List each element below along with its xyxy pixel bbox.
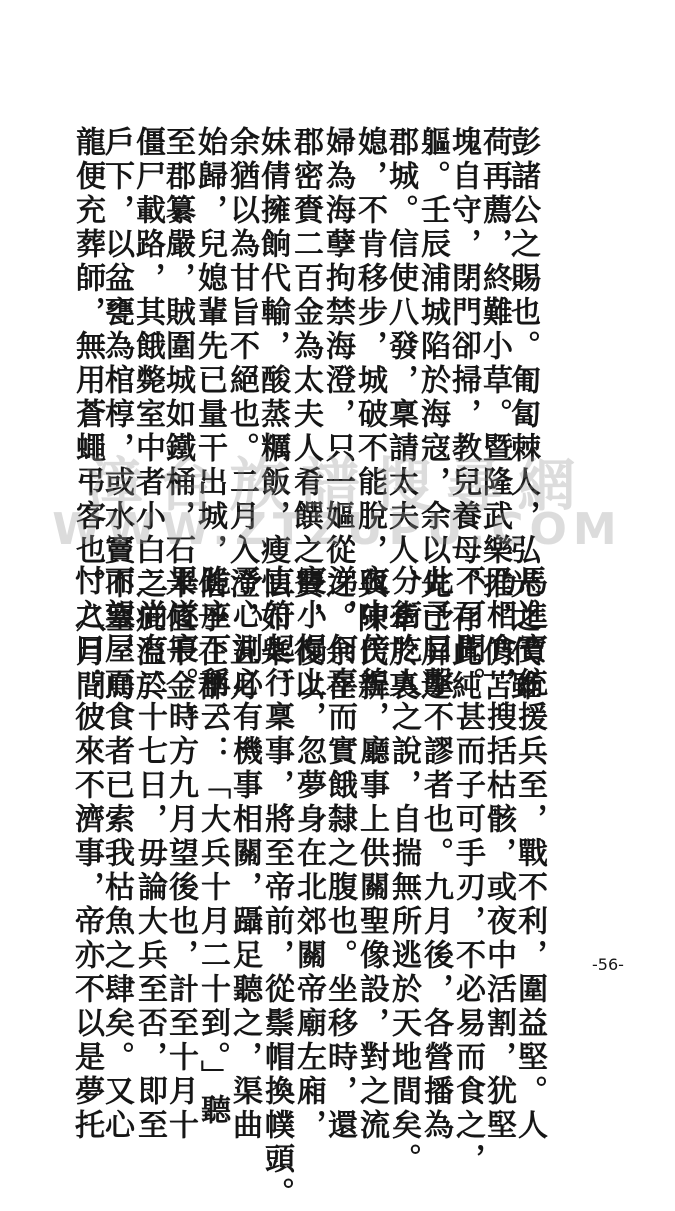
- text-column: 涕，何辜而實餓隸之腹也。坐移時，還: [322, 565, 357, 1143]
- text-column: 而望屋而食者已索我枯魚之肆矣。又心: [99, 565, 134, 1143]
- text-column: 郡城。信使八發，稟請太夫人，牽於裏: [383, 126, 418, 704]
- text-column: 乃相食，搜括枯骸，或夜中活割，犹堅: [481, 565, 516, 1143]
- text-column: 郡密賚二百金為太夫人肴饌之費，復以: [288, 126, 323, 704]
- text-column: 塊自守，閉門卻掃，教兒養母，存此純: [446, 126, 481, 704]
- page-number: -56-: [592, 955, 624, 974]
- text-column: 軀。壬辰浦城陷於海寇，余以先已屏迹: [415, 126, 450, 704]
- text-column: 直符起行稟事，將至帝前，從鬃帽換幞頭。: [259, 565, 294, 1211]
- text-column: 媳，不肯移步，城破不能脫，與陳氏新: [352, 126, 387, 704]
- text-column: 戶下，以盆甕為棺椁，或水竇不塞，烏: [99, 126, 134, 704]
- watermark-chinese: 漳台族譜搜尋網: [85, 451, 590, 519]
- text-column: 彭諸公之賜也。匍匐棘人，弘光之代雖: [505, 126, 540, 704]
- watermark-url: WWW.ZTZUPU.COM: [52, 504, 623, 555]
- text-column: 龍便充葬師，無用蒼蠅弔客也。八月間，: [70, 126, 105, 738]
- text-column: 始歸，兒媳輩先已量干出城，偕予在郡。: [192, 126, 227, 738]
- text-column: 馬進寶統援兵至，戰不利，圍益堅。人: [512, 565, 547, 1143]
- text-column: 荷再薦，終難小草。暨隆武樂推，仍苫: [477, 126, 512, 704]
- text-column: 寢小榻上，忽夢身在北郊關帝廟左廂，: [291, 565, 326, 1143]
- text-column: 跪座下稱云：「大兵十月二十到。」聽: [195, 565, 230, 1128]
- text-column: 二尚有二十七日，毋論大兵至否，即至: [132, 565, 167, 1143]
- text-column: 予心測必有機事相關，躡足聽之，渠曲: [227, 565, 262, 1143]
- text-column: 余猶以為甘旨不絕也。二月入澄，五月: [224, 126, 259, 704]
- text-column: 婦為海孽拘禁海澄，只一嫗從之。余在: [320, 126, 355, 704]
- text-column: 畢遂寢。時方九月望後也，計至十月十: [163, 565, 198, 1143]
- text-column: 僵尸載路，其餓斃室中者小白之疵溢於: [130, 126, 165, 704]
- text-column: 分街吃人之說，自揣無所逃於天地間矣。: [386, 565, 421, 1177]
- text-column: 此予目擊不謬者也。九月後，各營播為: [418, 565, 453, 1143]
- text-column: 至郡纂嚴，賊圍城如鐵桶，石米值千金，: [160, 126, 195, 738]
- text-column: 夜中傍徨，廳事上供關聖像設，對之流: [354, 565, 389, 1143]
- text-column: 不可聞。甚而子可手刃，不必易而食之，: [450, 565, 485, 1177]
- text-column: 忖之曰：彼來不濟事，帝亦不以是夢托: [69, 565, 104, 1143]
- text-column: 妹倩擁餉代輸，酸蒸糲飯，瘦怯如柴，: [255, 126, 290, 704]
